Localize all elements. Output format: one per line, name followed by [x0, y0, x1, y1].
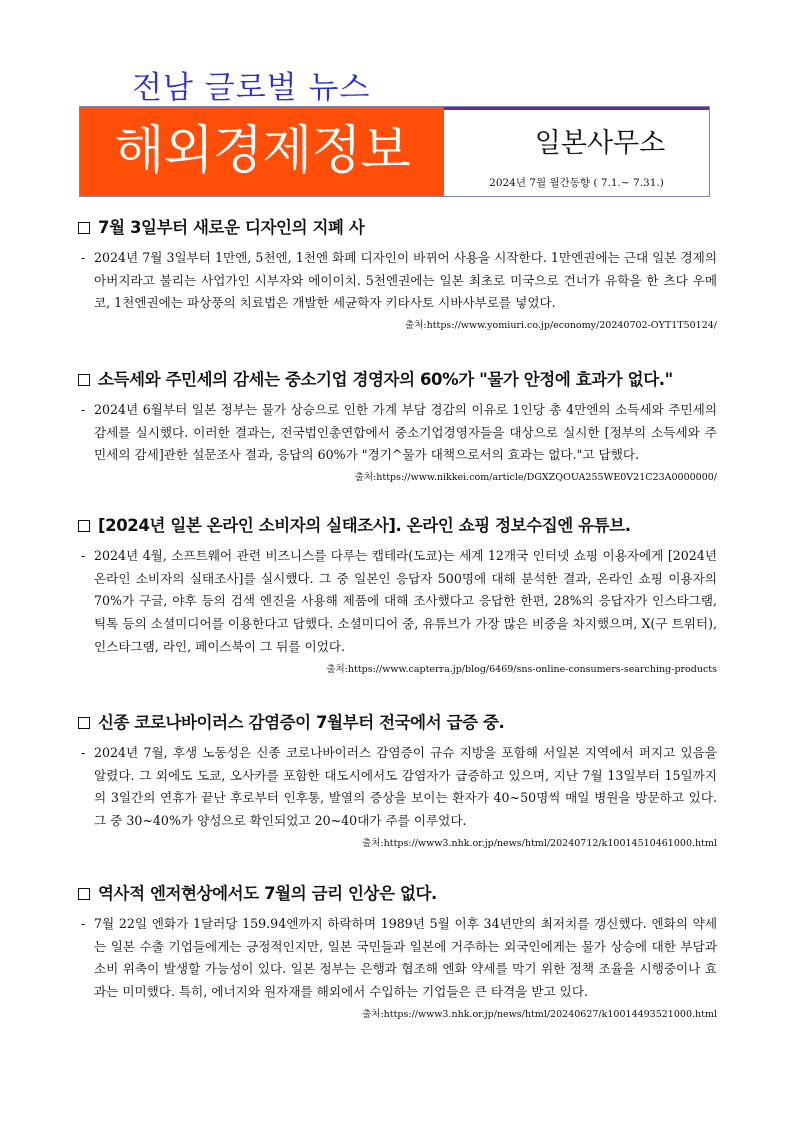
- banner-title: 해외경제정보: [80, 107, 444, 196]
- report-period: 2024년 7월 월간동향 ( 7.1.~ 7.31.): [489, 177, 664, 189]
- article-source: 출처:https://www3.nhk.or.jp/news/html/20240712/k10014510461000.html: [362, 837, 717, 849]
- article-title: 신종 코로나바이러스 감염증이 7월부터 전국에서 급증 중.: [98, 713, 505, 732]
- office-name: 일본사무소: [534, 128, 666, 159]
- article-body: [75, 247, 725, 315]
- article-5: [75, 883, 725, 1020]
- checkbox-icon: [78, 520, 90, 532]
- article-title: 7월 3일부터 새로운 디자인의 지폐 사: [98, 218, 365, 237]
- article-text: 2024년 4월, 소프트웨어 관련 비즈니스를 다루는 캡테라(도쿄)는 세계 12개국 인터넷 쇼핑 이용자에게 [2024년 온라인 소비자의 실태조사]를 실시했다. 그 중 일본인 응답자 500명에 대해 분석한 결과, 온라인 쇼핑 이용자의 70%가 구글, 야후 등의 검색 엔진을 사용해 제품에 대해 조사했다고 응답한 한편, 28%의 응답자가 인스타그램, 틱톡 등의 소셜미디어를 이용한다고 답했다. 소셜미디어 중, 유튜브가 가장 많은 비중을 차지했으며, X(구 트위터), 인스타그램, 라인, 페이스북이 그 뒤를 이었다.: [94, 548, 717, 654]
- newsletter-title: 전남 글로벌 뉴스: [132, 70, 371, 106]
- article-source: 출처:https://www.nikkei.com/article/DGXZQOUA255WE0V21C23A0000000/: [354, 472, 717, 484]
- article-4: [75, 712, 725, 849]
- article-title: [2024년 일본 온라인 소비자의 실태조사]. 온라인 쇼핑 정보수집엔 유튜브.: [98, 516, 631, 535]
- article-heading: [75, 369, 725, 391]
- article-body: [75, 913, 725, 1004]
- article-text: 7월 22일 엔화가 1달러당 159.94엔까지 하락하며 1989년 5월 이후 34년만의 최저치를 갱신했다. 엔화의 약세는 일본 수출 기업들에게는 긍정적인지만, 일본 국민들과 일본에 거주하는 외국인에게는 물가 상승에 대한 부담과 소비 위축이 발생할 가능성이 있다. 일본 정부는 은행과 협조해 엔화 약세를 막기 위한 정책 조율을 시행중이나 효과는 미미했다. 특히, 에너지와 원자재를 해외에서 수입하는 기업들은 큰 타격을 받고 있다.: [94, 916, 717, 1000]
- checkbox-icon: [78, 222, 90, 234]
- article-3: [75, 515, 725, 675]
- article-text: 2024년 6월부터 일본 정부는 물가 상승으로 인한 가계 부담 경감의 이유로 1인당 총 4만엔의 소득세와 주민세의 감세를 실시했다. 이러한 결과는, 전국법인총연합에서 중소기업경영자들을 대상으로 실시한 [정부의 소득세와 주민세의 감세]관한 설문조사 결과, 응답의 60%가 "경기^물가 대책으로서의 효과는 없다."고 답했다.: [94, 402, 717, 463]
- article-2: [75, 369, 725, 483]
- article-text: 2024년 7월, 후생 노동성은 신종 코로나바이러스 감염증이 규슈 지방을 포함해 서일본 지역에서 퍼지고 있음을 알렸다. 그 외에도 도쿄, 오사카를 포함한 대도시에서도 감염자가 급증하고 있으며, 지난 7월 13일부터 15일까지의 3일간의 연휴가 끝난 후로부터 인후통, 발열의 증상을 보이는 환자가 40~50명씩 매일 병원을 방문하고 있다. 그 중 30~40%가 양성으로 확인되었고 20~40대가 주를 이루었다.: [94, 745, 717, 829]
- header-banner: [79, 106, 710, 197]
- article-source: 출처:https://www.capterra.jp/blog/6469/sns-online-consumers-searching-products: [326, 663, 717, 675]
- checkbox-icon: [78, 888, 90, 900]
- article-title: 역사적 엔저현상에서도 7월의 금리 인상은 없다.: [98, 884, 437, 903]
- article-heading: [75, 883, 725, 905]
- checkbox-icon: [78, 374, 90, 386]
- article-title: 소득세와 주민세의 감세는 중소기업 경영자의 60%가 "물가 안정에 효과가 없다.": [98, 370, 673, 389]
- article-body: [75, 742, 725, 833]
- bullet-dash: -: [81, 745, 86, 760]
- article-source: 출처:https://www3.nhk.or.jp/news/html/20240627/k10014493521000.html: [362, 1008, 717, 1020]
- bullet-dash: -: [81, 916, 86, 931]
- bullet-dash: -: [81, 250, 86, 265]
- article-body: [75, 545, 725, 659]
- article-body: [75, 399, 725, 467]
- article-heading: [75, 515, 725, 537]
- bullet-dash: -: [81, 548, 86, 563]
- checkbox-icon: [78, 717, 90, 729]
- bullet-dash: -: [81, 402, 86, 417]
- article-text: 2024년 7월 3일부터 1만엔, 5천엔, 1천엔 화폐 디자인이 바뀌어 사용을 시작한다. 1만엔권에는 근대 일본 경제의 아버지라고 불리는 사업가인 시부자와 에이이치. 5천엔권에는 일본 최초로 미국으로 건너가 유학을 한 츠다 우메코, 1천엔권에는 파상풍의 치료법은 개발한 세균학자 키타사토 시바사부로를 넣었다.: [94, 250, 717, 311]
- article-1: [75, 217, 725, 331]
- article-heading: [75, 712, 725, 734]
- article-source: 출처:https://www.yomiuri.co.jp/economy/20240702-OYT1T50124/: [405, 320, 717, 332]
- article-heading: [75, 217, 725, 239]
